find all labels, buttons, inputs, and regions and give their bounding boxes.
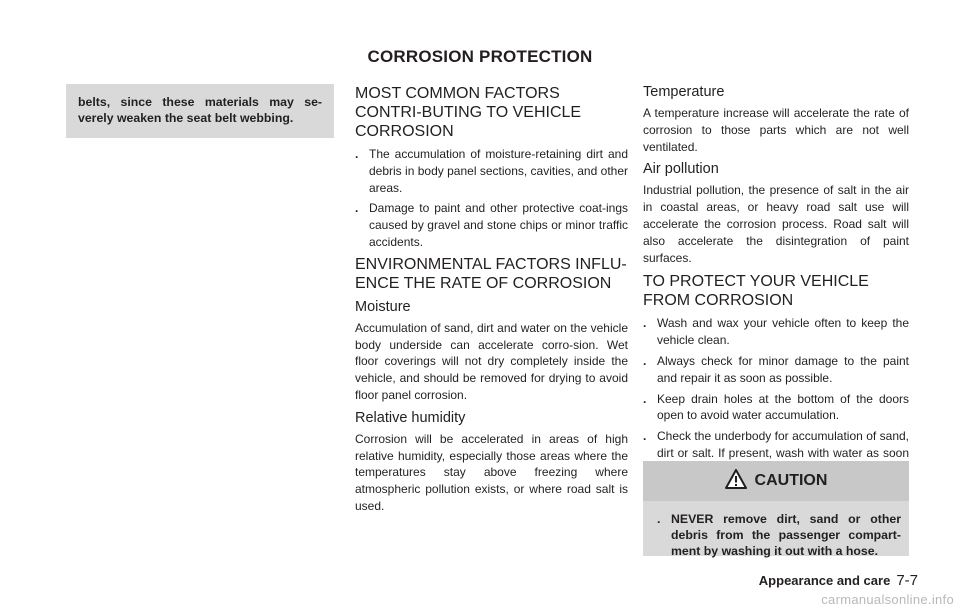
warning-continuation-text: belts, since these materials may se-verely weaken the seat belt webbing.	[78, 95, 322, 125]
list-item: . Damage to paint and other protective coat-ings caused by gravel and stone chips or minor traffic accidents.	[355, 201, 628, 249]
air-pollution-title: Air pollution	[643, 161, 719, 178]
list-item: . Always check for minor damage to the paint and repair it as soon as possible.	[643, 353, 909, 385]
caution-label: CAUTION	[754, 472, 828, 489]
bullet-icon: .	[643, 316, 647, 331]
moisture-title: Moisture	[355, 298, 411, 315]
humidity-title: Relative humidity	[355, 409, 466, 426]
list-item: . The accumulation of moisture-retaining dirt and debris in body panel sections, cavities, and other areas.	[355, 147, 628, 195]
page-title: CORROSION PROTECTION	[367, 47, 593, 66]
bullet-icon: .	[643, 391, 647, 406]
heading-environmental-factors: ENVIRONMENTAL FACTORS INFLU-ENCE THE RATE OF CORROSION	[355, 255, 627, 292]
humidity-text: Corrosion will be accelerated in areas of high relative humidity, especially those areas where the temperatures stay above freezing where atmospheric pollution exists, or where road salt is used.	[355, 431, 628, 513]
list-item: . Wash and wax your vehicle often to keep the vehicle clean.	[643, 316, 909, 348]
bullet-icon: .	[355, 147, 359, 161]
middle-column	[355, 84, 628, 519]
footer-section: Appearance and care	[758, 573, 891, 588]
moisture-text: Accumulation of sand, dirt and water on the vehicle body underside can accelerate corro-sion. Wet floor coverings will not dry completely inside the vehicle, and should be removed for drying to avoid floor panel corrosion.	[355, 320, 628, 402]
list-item: . Check the underbody for accumulation of sand, dirt or salt. If present, wash with water as soon	[643, 429, 909, 460]
caution-header	[643, 461, 909, 501]
bullet-icon: .	[643, 353, 647, 368]
heading-protect-vehicle: TO PROTECT YOUR VEHICLE FROM CORROSION	[643, 273, 869, 310]
heading-common-factors: MOST COMMON FACTORS CONTRI-BUTING TO VEHICLE CORROSION	[355, 85, 582, 140]
bullet-icon: .	[355, 201, 359, 216]
watermark: carmanualsonline.info	[821, 592, 954, 607]
caution-body	[657, 511, 901, 559]
page-footer	[759, 572, 918, 589]
caution-text: NEVER remove dirt, sand or other debris from the passenger compart-ment by washing it out with a hose.	[671, 512, 901, 558]
protect-list	[643, 315, 909, 478]
bullet-icon: .	[657, 512, 661, 526]
warning-triangle-icon	[725, 469, 747, 494]
common-factors-list	[355, 146, 628, 251]
temperature-title: Temperature	[643, 84, 725, 100]
list-item: . Keep drain holes at the bottom of the doors open to avoid water accumulation.	[643, 391, 909, 423]
page-number: 7-7	[896, 572, 918, 589]
temperature-text: A temperature increase will accelerate the rate of corrosion to those parts which are not well ventilated.	[643, 106, 909, 154]
bullet-icon: .	[643, 429, 647, 444]
air-pollution-text: Industrial pollution, the presence of salt in the air in coastal areas, or heavy road salt use will accelerate the corrosion process. Road salt will also accelerate the disintegration of paint surfaces.	[643, 183, 909, 265]
caution-box	[643, 461, 909, 556]
warning-continuation-box	[66, 84, 334, 138]
right-column	[643, 84, 909, 483]
